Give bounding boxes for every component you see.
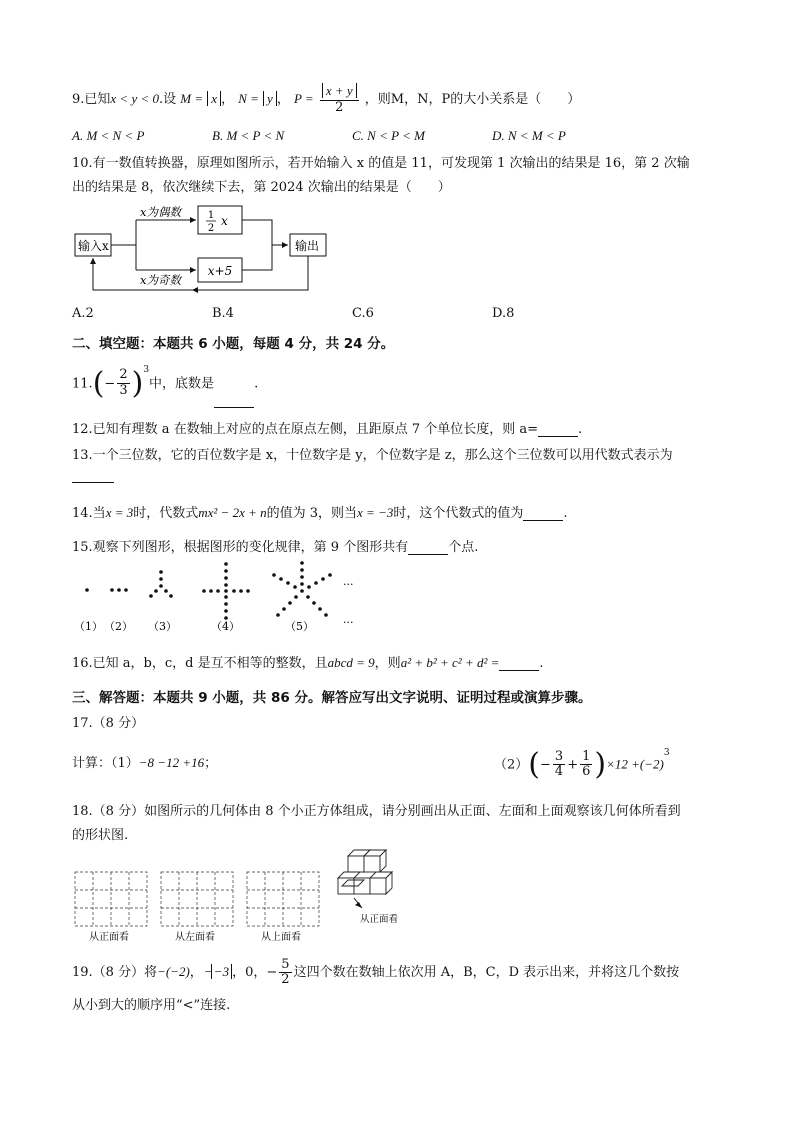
q19-number-2-value: −3 xyxy=(213,964,230,979)
q19-number-3: 0 xyxy=(245,965,254,980)
q10-line-2: 出的结果是 8，依次继续下去，第 2024 次输出的结果是（ ） xyxy=(72,180,451,195)
q19-sep: ， xyxy=(253,965,267,980)
q9-option-a[interactable]: A. M < N < P xyxy=(72,128,145,143)
front-view-label: 从正面看 xyxy=(89,932,129,943)
q11-stem: 11.(− $\frac{2}{3}$ )$^3$中，底数是 . xyxy=(72,356,258,404)
q9-abs-y: y xyxy=(263,91,277,106)
q18-figures xyxy=(72,842,432,946)
q16-stem xyxy=(72,652,544,671)
q9-mid: .设 xyxy=(159,92,177,107)
q17-tail-expression: ×12 +(−2) xyxy=(606,756,664,772)
q9-option-d[interactable]: D. N < M < P xyxy=(492,128,566,143)
q19-line-2: 从小到大的顺序用“<”连接. xyxy=(72,998,231,1013)
arrowhead xyxy=(192,287,198,293)
q9-N-label: N = xyxy=(238,91,259,106)
q15-label-1: （1） xyxy=(74,620,103,633)
arrowhead xyxy=(90,258,96,264)
q17-f2-numerator: 1 xyxy=(582,749,591,765)
q18-line-1: 18.（8 分）如图所示的几何体由 8 个小正方体组成，请分别画出从正面、左面和上面观察该几何体所看到 xyxy=(72,804,681,819)
q14-lead: 14.当 xyxy=(72,506,106,521)
q11-exponent: 3 xyxy=(143,365,150,375)
q10-flow-diagram xyxy=(72,198,342,298)
q11-end: . xyxy=(254,376,259,392)
q15-stem xyxy=(72,536,478,555)
q9-abs-x: x xyxy=(207,91,221,106)
q14-condition-1: x = 3 xyxy=(105,505,134,520)
q17-fraction-2 xyxy=(580,750,592,780)
q17-part-2: （2）(− $\frac{3}{4}$ + $\frac{1}{6}$ )$\times 12 +(-2)^3$ xyxy=(494,746,670,782)
q16-mid: ，则 xyxy=(374,656,401,671)
half-variable: x xyxy=(221,214,228,228)
q17-title: 17.（8 分） xyxy=(72,716,145,731)
q17-part-2-label: （2） xyxy=(494,757,529,773)
q17-exponent: 3 xyxy=(663,748,670,758)
q11-lead: 11. xyxy=(72,376,93,392)
q17-calc-label: 计算：（1） xyxy=(72,756,139,771)
top-view-grid[interactable] xyxy=(247,872,319,926)
q9-P-denominator: 2 xyxy=(335,99,344,115)
q17-f1-denominator: 4 xyxy=(554,764,564,780)
q14-stem xyxy=(72,502,568,521)
plus5-label: x+5 xyxy=(207,264,233,278)
q16-answer-blank[interactable] xyxy=(499,656,539,671)
q11-answer-blank[interactable] xyxy=(214,393,254,408)
q19-tail: 这四个数在数轴上依次用 A，B，C，D 表示出来，并将这几个数按 xyxy=(293,965,680,980)
q13-answer-blank[interactable] xyxy=(72,468,114,483)
q19-lead: 19.（8 分）将 xyxy=(72,965,158,980)
front-view-grid[interactable] xyxy=(75,872,147,926)
q9-option-b[interactable]: B. M < P < N xyxy=(212,128,285,143)
q9-stem: 9.已知x < y < 0.设 M = x ， N = y ， P = $\frac{x + y}{2}$ ，则M，N，P的大小关系是（ ） xyxy=(72,83,581,115)
q15-label-2: （2） xyxy=(104,620,133,633)
dot xyxy=(85,588,89,592)
left-view-grid[interactable] xyxy=(161,872,233,926)
q19-sep: ， xyxy=(189,965,203,980)
q15-ellipsis-top: ··· xyxy=(343,578,354,591)
dot xyxy=(124,588,128,592)
q19-number-1: −(−2) xyxy=(157,964,190,979)
q9-tail: ，则M，N，P的大小关系是（ ） xyxy=(364,92,581,107)
q9-P-label: P = xyxy=(293,91,314,106)
q19-fraction xyxy=(279,958,291,988)
q11-fraction xyxy=(117,368,129,399)
q17-fraction-1 xyxy=(553,750,565,780)
q14-expression: mx² − 2x + n xyxy=(198,505,267,520)
output-label: 输出 xyxy=(295,239,320,253)
q17-expression-1: −8 −12 +16 xyxy=(138,755,205,770)
q9-M-label: M = xyxy=(180,91,204,106)
q14-mid-1: 时，代数式 xyxy=(133,506,199,521)
q12-answer-blank[interactable] xyxy=(538,422,578,437)
section-3-heading: 三、解答题：本题共 9 小题，共 86 分。解答应写出文字说明、证明过程或演算步骤。 xyxy=(72,690,592,706)
q10-option-d[interactable]: D.8 xyxy=(492,306,515,321)
cube-solid xyxy=(338,850,392,894)
q13-text: 13.一个三位数，它的百位数字是 x，十位数字是 y，个位数字是 z，那么这个三位数可以用代数式表示为 xyxy=(72,448,673,463)
q14-end: . xyxy=(563,506,568,521)
q12-text: 12.已知有理数 a 在数轴上对应的点在原点左侧，且距原点 7 个单位长度，则 a= xyxy=(72,422,539,437)
q9-lead: 9.已知 xyxy=(72,92,111,107)
q9-P-fraction xyxy=(320,84,359,115)
q19-denominator: 2 xyxy=(281,972,290,987)
q12-stem xyxy=(72,418,582,437)
q10-option-b[interactable]: B.4 xyxy=(212,306,234,321)
dot xyxy=(117,588,121,592)
q11-minus: − xyxy=(104,376,116,392)
q15-dot-patterns xyxy=(72,560,372,635)
q14-tail: 时，这个代数式的值为 xyxy=(393,506,524,521)
solid-arrow-label: 从正面看 xyxy=(360,914,399,925)
q11-numerator: 2 xyxy=(119,367,128,383)
q18-line-2: 的形状图. xyxy=(72,828,129,843)
input-label: 输入x xyxy=(78,239,109,253)
arrowhead xyxy=(190,267,196,273)
q17-f1-numerator: 3 xyxy=(554,749,564,765)
q15-answer-blank[interactable] xyxy=(408,540,448,555)
q10-line-1: 10.有一数值转换器，原理如图所示，若开始输入 x 的值是 11，可发现第 1 次输出的结果是 16，第 2 次输 xyxy=(72,156,690,171)
q17-semicolon: ； xyxy=(204,756,218,771)
q11-tail: 中，底数是 xyxy=(149,376,215,392)
q15-label-5: （5） xyxy=(285,620,314,633)
q12-end: . xyxy=(578,422,583,437)
q11-denominator: 3 xyxy=(119,383,128,399)
q19-number-2: − −3 xyxy=(211,964,232,979)
q17-part-1 xyxy=(72,752,217,771)
q16-end: . xyxy=(539,656,544,671)
q19-sep: ， xyxy=(232,965,246,980)
q16-expression: a² + b² + c² + d² = xyxy=(400,655,500,670)
q19-stem: 19.（8 分）将−(−2)， − −3 ，0，− $\frac{5}{2}$ 这四个数在数轴上依次用 A，B，C，D 表示出来，并将这几个数按 xyxy=(72,956,680,987)
even-label: x为偶数 xyxy=(140,205,181,219)
left-view-label: 从左面看 xyxy=(175,932,215,943)
q15-label-4: （4） xyxy=(211,620,240,633)
dot xyxy=(110,588,114,592)
half-denominator: 2 xyxy=(207,223,215,234)
q16-lead: 16.已知 a，b，c，d 是互不相等的整数，且 xyxy=(72,656,328,671)
q14-answer-blank[interactable] xyxy=(523,506,563,521)
half-box xyxy=(198,206,242,234)
arrowhead xyxy=(190,217,196,223)
odd-label: x为奇数 xyxy=(140,273,181,287)
q15-label-3: （3） xyxy=(148,620,177,633)
q9-option-c[interactable]: C. N < P < M xyxy=(352,128,425,143)
q14-condition-2: x = −3 xyxy=(357,505,394,520)
q9-condition: x < y < 0 xyxy=(110,91,159,106)
q15-text: 15.观察下列图形，根据图形的变化规律，第 9 个图形共有 xyxy=(72,540,409,555)
q14-mid-2: 的值为 3，则当 xyxy=(266,506,358,521)
arrowhead xyxy=(282,242,288,248)
q10-option-a[interactable]: A.2 xyxy=(72,306,94,321)
q15-tail: 个点. xyxy=(448,540,479,555)
top-view-label: 从上面看 xyxy=(261,932,301,943)
q9-P-numerator: x + y xyxy=(322,83,357,98)
q10-option-c[interactable]: C.6 xyxy=(352,306,374,321)
q16-condition: abcd = 9 xyxy=(327,655,375,670)
q19-numerator: 5 xyxy=(281,956,290,972)
q15-ellipsis-bottom: ··· xyxy=(343,616,354,629)
half-numerator: 1 xyxy=(207,210,215,221)
section-2-heading: 二、填空题：本题共 6 小题，每题 4 分，共 24 分。 xyxy=(72,336,395,352)
q17-f2-denominator: 6 xyxy=(582,764,591,780)
